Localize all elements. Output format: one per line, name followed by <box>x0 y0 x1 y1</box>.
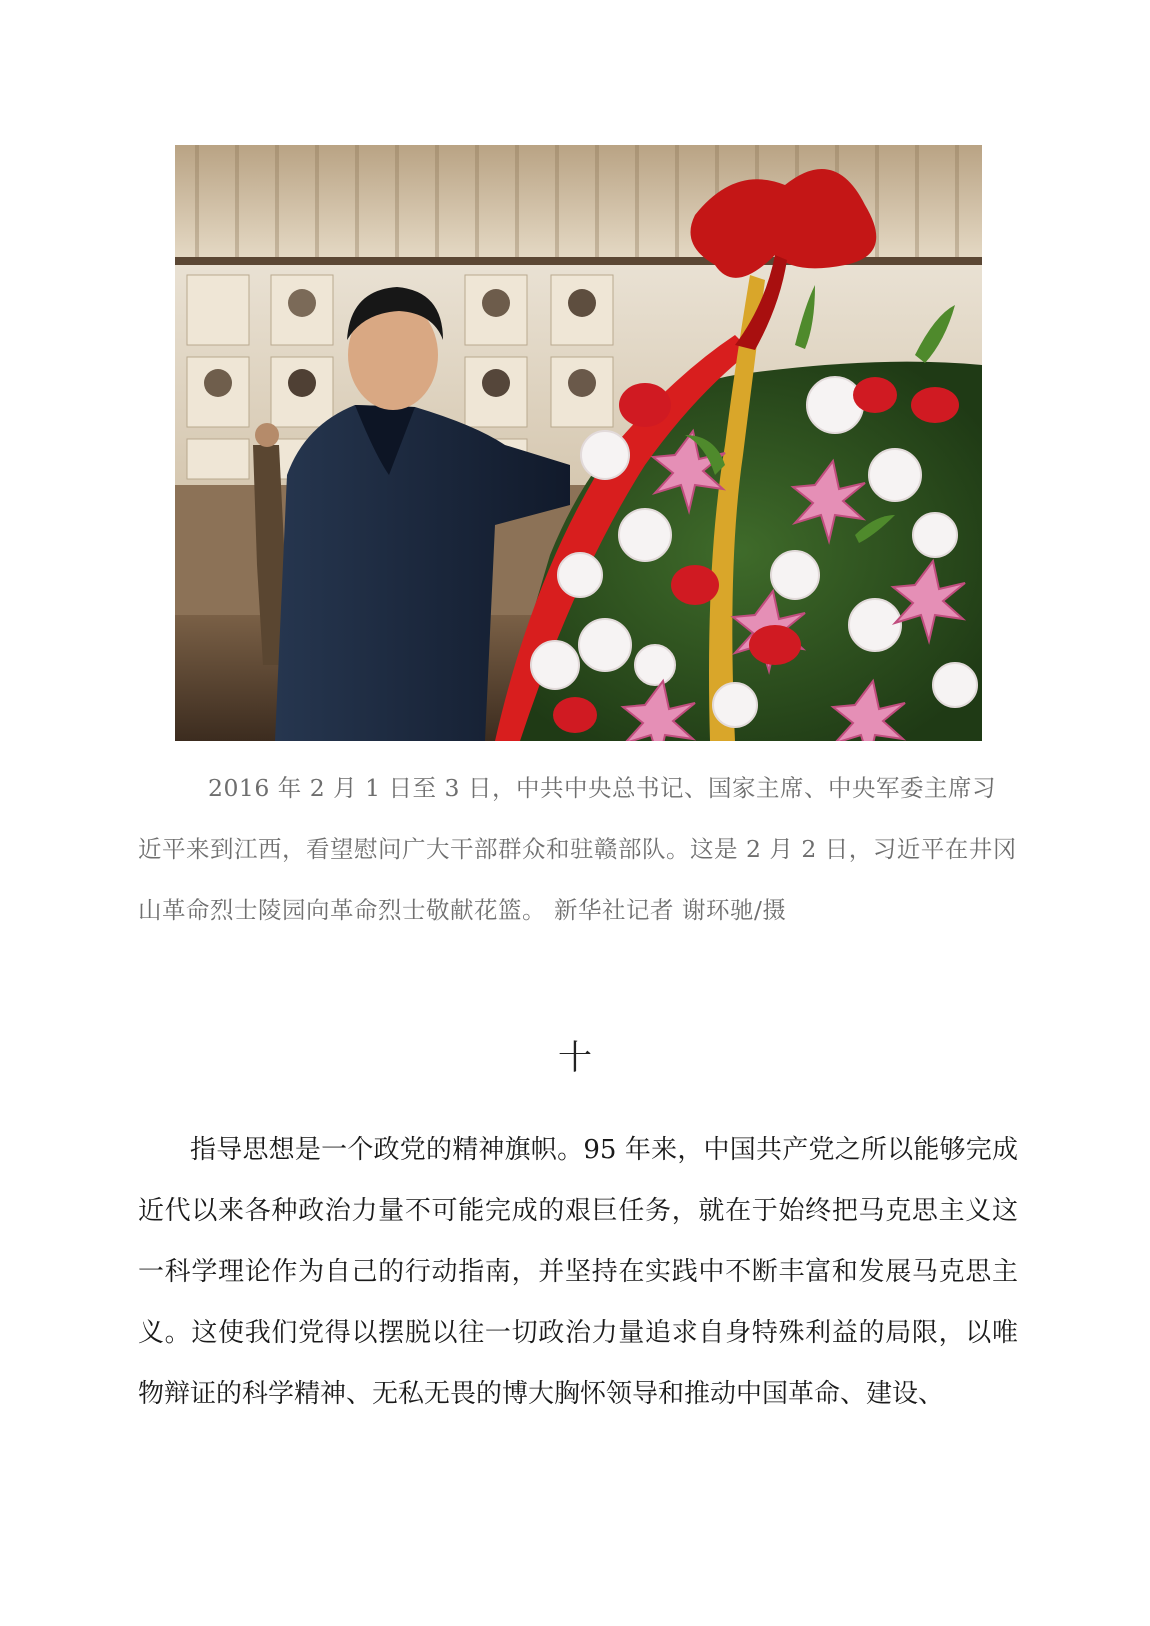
photo-caption <box>138 758 1018 941</box>
section-number: 十 <box>558 1038 592 1078</box>
caption-text: 2016 年 2 月 1 日至 3 日，中共中央总书记、国家主席、中央军委主席习近平来到江西，看望慰问广大干部群众和驻赣部队。这是 2 月 2 日，习近平在井冈山革命烈士陵园向革命烈士敬献花篮。 新华社记者 谢环驰/摄 <box>138 774 1017 924</box>
body-paragraph: 指导思想是一个政党的精神旗帜。95 年来，中国共产党之所以能够完成近代以来各种政治力量不可能完成的艰巨任务，就在于始终把马克思主义这一科学理论作为自己的行动指南，并坚持在实践中不断丰富和发展马克思主义。这使我们党得以摆脱以往一切政治力量追求自身特殊利益的局限，以唯物辩证的科学精神、无私无畏的博大胸怀领导和推动中国革命、建设、 <box>138 1135 1018 1409</box>
photo-illustration <box>175 145 982 741</box>
body-text <box>138 1120 1018 1425</box>
news-photo <box>175 145 982 741</box>
